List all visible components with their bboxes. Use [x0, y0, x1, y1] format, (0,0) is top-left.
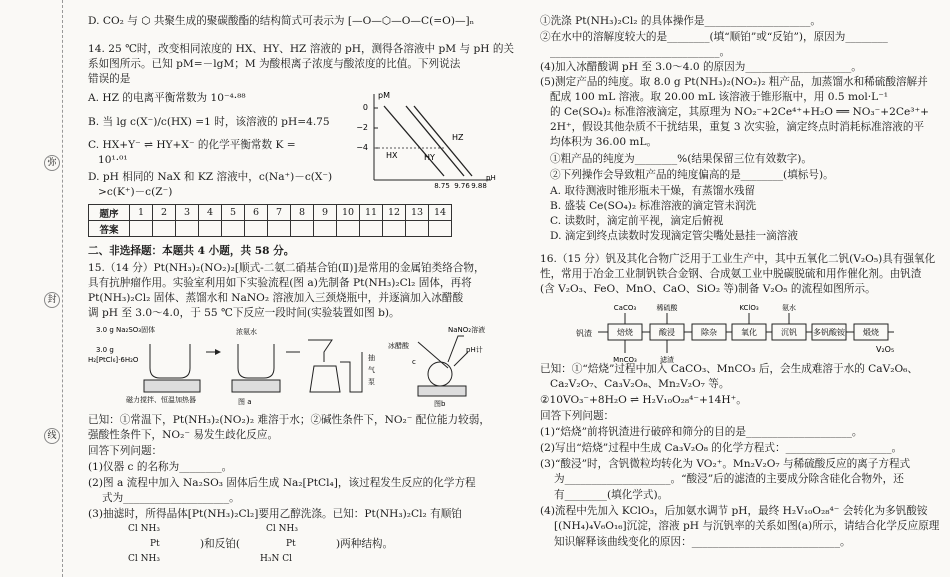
answer-prompt: 回答下列问题：: [88, 445, 163, 457]
cisplatin-structure: Pt: [150, 539, 160, 549]
flow-box-label: 酸浸: [659, 328, 675, 337]
graph-ytick: −4: [356, 143, 368, 152]
margin-label: 弥: [44, 155, 60, 171]
q16-stem: (含 V₂O₃、FeO、MnO、CaO、SiO₂ 等)制备 V₂O₅ 的流程如图所示。: [540, 283, 876, 295]
answer-cell[interactable]: [337, 221, 360, 237]
answer-table-header: 题序: [89, 205, 130, 221]
fig-a-label: 气: [368, 366, 375, 374]
flow-reagent: 氨水: [782, 304, 796, 312]
graph-ytick: 0: [362, 103, 368, 112]
fig-b-label: c: [412, 358, 416, 366]
q15-continued-line: ②下列操作会导致粗产品的纯度偏高的是________(填标号)。: [550, 169, 834, 181]
pm-ph-graph: [346, 88, 496, 188]
series-label: HY: [424, 153, 435, 162]
fig-b-label: pH计: [466, 346, 483, 354]
answer-table-number: 3: [176, 205, 199, 221]
q16-line: (4)流程中先加入 KClO₃，后加氨水调节 pH，最终 H₂V₁₀O₂₈⁴⁻ 会转化为多钒酸铵: [540, 505, 928, 517]
margin-label: 线: [44, 428, 60, 444]
answer-table-number: 11: [360, 205, 383, 221]
q15-continued-line: C. 读数时，滴定前平视，滴定后俯视: [550, 215, 724, 227]
answer-cell[interactable]: [360, 221, 383, 237]
q15-known: 已知：①常温下，Pt(NH₃)₂(NO₂)₂ 难溶于水；②碱性条件下，NO₂⁻ 配位能力较弱，: [88, 414, 490, 426]
binding-margin: [0, 0, 63, 577]
flow-box-label: 煅烧: [863, 328, 879, 337]
graph-ytick: −2: [356, 123, 368, 132]
q16-line: 为____________________。“酸浸”后的滤渣的主要成分除含硅化合物外，还: [554, 473, 904, 485]
q16-line: 有________(填化学式)。: [554, 489, 669, 501]
fig-a-label: 抽: [368, 354, 375, 362]
flow-box-label: 多钒酸铵: [813, 328, 845, 337]
answer-table: [88, 204, 452, 237]
answer-table-number: 1: [130, 205, 153, 221]
flow-end: V₂O₅: [876, 345, 895, 354]
answer-cell[interactable]: [291, 221, 314, 237]
vanadium-flowchart: [576, 300, 896, 370]
cisplatin-structure: Cl NH₃: [128, 524, 160, 534]
graph-xtick: 9.88: [471, 182, 487, 188]
graph-xtick: 9.76: [454, 182, 470, 188]
series-label: HX: [386, 151, 398, 160]
q16-line: 已知：①“焙烧”过程中加入 CaCO₃、MnCO₃ 后，会生成难溶于水的 CaV₂O₆、: [540, 363, 919, 375]
flow-start: 钒渣: [576, 329, 592, 338]
flow-reagent: KClO₃: [739, 304, 759, 312]
series-label: HZ: [452, 133, 464, 142]
graph-xtick: 8.75: [434, 182, 450, 188]
fig-a-label: 泵: [368, 378, 375, 386]
q15-continued-line: ________________________________。: [550, 46, 731, 58]
q14-option-a: A. HZ 的电离平衡常数为 10⁻⁴·⁸⁸: [88, 92, 246, 104]
q14-option-b: B. 当 lg c(X⁻)/c(HX) =1 时，该溶液的 pH=4.75: [88, 116, 330, 128]
flow-box-label: 氧化: [741, 328, 757, 337]
q15-stem: 具有抗肿瘤作用。实验室利用如下实验流程(图 a)先制备 Pt(NH₃)₂Cl₂ 固体，再将: [88, 277, 472, 289]
answer-table-number: 5: [222, 205, 245, 221]
fig-a-caption: 图 a: [238, 398, 252, 406]
cisplatin-structure: Cl NH₃: [128, 554, 160, 564]
q15-continued-line: ①粗产品的纯度为________%(结果保留三位有效数字)。: [550, 153, 812, 165]
q16-line: 回答下列问题：: [540, 410, 615, 422]
q14-stem: 14. 25 ℃时，改变相同浓度的 HX、HY、HZ 溶液的 pH，测得各溶液中 pM 与 pH 的关: [88, 43, 515, 55]
q16-line: 知识解释该曲线变化的原因：____________________________。: [554, 536, 851, 548]
q14-stem: 系如图所示。已知 pM=－lgM；M 为酸根离子浓度与酸浓度的比值。下列说法: [88, 58, 461, 70]
fig-b-caption: 图b: [434, 400, 446, 408]
graph-xlabel: pH: [486, 174, 496, 182]
q15-sub3: )两种结构。: [336, 538, 394, 550]
flow-reagent: CaCO₃: [613, 304, 637, 312]
fig-a-label: 3.0 g: [96, 346, 114, 354]
q15-continued-line: (4)加入冰醋酸调 pH 至 3.0～4.0 的原因为____________________。: [540, 61, 862, 73]
answer-table-number: 9: [314, 205, 337, 221]
q15-continued-line: A. 取待测液时锥形瓶未干燥，有蒸馏水残留: [550, 185, 756, 197]
fig-a-label: 浓氨水: [236, 328, 257, 336]
answer-cell[interactable]: [406, 221, 429, 237]
q16-line: [(NH₄)₄V₆O₁₆]沉淀，溶液 pH 与沉钒率的关系如图(a)所示，请结合化学反应原理: [554, 520, 940, 532]
answer-table-number: 14: [429, 205, 452, 221]
fig-a-label: 3.0 g Na₂SO₃固体: [96, 326, 156, 334]
fig-b-label: 冰醋酸: [388, 342, 409, 350]
q15-continued-line: B. 盛装 Ce(SO₄)₂ 标准溶液的滴定管未润洗: [550, 200, 757, 212]
q16-line: Ca₂V₂O₇、Ca₃V₂O₈、Mn₂V₂O₇ 等。: [550, 378, 730, 390]
answer-cell[interactable]: [222, 221, 245, 237]
margin-label: 封: [44, 292, 60, 308]
answer-cell[interactable]: [314, 221, 337, 237]
q14-option-c: 10¹·⁰¹: [98, 154, 128, 166]
q16-line: (3)“酸浸”时，含钒微粒均转化为 VO₂⁺。Mn₂V₂O₇ 与稀硫酸反应的离子方程式: [540, 458, 911, 470]
q15-sub1: (1)仪器 c 的名称为________。: [88, 461, 233, 473]
flow-box-label: 沉钒: [781, 328, 797, 337]
q16-line: (2)写出“焙烧”过程中生成 Ca₃V₂O₈ 的化学方程式：____________________。: [540, 442, 903, 454]
transplatin-structure: Pt: [286, 539, 296, 549]
transplatin-structure: Cl NH₃: [266, 524, 298, 534]
flow-reagent: MnCO₃: [613, 356, 637, 364]
answer-table-number: 8: [291, 205, 314, 221]
answer-table-number: 2: [153, 205, 176, 221]
q14-option-d: D. pH 相同的 NaX 和 KZ 溶液中，c(Na⁺)－c(X⁻): [88, 171, 333, 183]
q15-continued-line: ②在水中的溶解度较大的是________(填“顺铂”或“反铂”)，原因为________: [540, 31, 888, 43]
q14-option-d: >c(K⁺)－c(Z⁻): [98, 186, 173, 198]
q15-stem: Pt(NH₃)₂Cl₂ 固体、蒸馏水和 NaNO₂ 溶液加入三颈烧瓶中，并逐滴加入冰醋酸: [88, 292, 464, 304]
answer-table-number: 7: [268, 205, 291, 221]
q15-continued-line: 2H⁺，假设其他杂质不干扰结果，重复 3 次实验，滴定终点时消耗标准溶液的平: [550, 121, 925, 133]
answer-table-number: 10: [337, 205, 360, 221]
q15-stem: 调 pH 至 3.0～4.0，于 55 ℃下反应一段时间(实验装置如图 b)。: [88, 307, 400, 319]
q16-line: ②10VO₃⁻+8H₂O ⇌ H₂V₁₀O₂₈⁴⁻+14H⁺。: [540, 394, 747, 406]
answer-table-number: 6: [245, 205, 268, 221]
answer-cell[interactable]: [130, 221, 153, 237]
q15-sub3: )和反铂(: [200, 538, 241, 550]
q15-continued-line: (5)测定产品的纯度。取 8.0 g Pt(NH₃)₂(NO₂)₂ 粗产品，加蒸馏水和稀硫酸溶解并: [540, 76, 928, 88]
fig-a-label: 磁力搅拌、恒温加热器: [126, 396, 196, 404]
q13-option-d: D. CO₂ 与 ⬡ 共聚生成的聚碳酸酯的结构简式可表示为 [—O—⬡—O—C(=O)—]ₙ: [88, 15, 475, 27]
flow-box-label: 焙烧: [617, 328, 633, 337]
q16-stem: 16.（15 分）钒及其化合物广泛用于工业生产中，其中五氧化二钒(V₂O₅)具有强氧化: [540, 253, 936, 265]
q15-sub3: (3)抽滤时，所得晶体[Pt(NH₃)₂Cl₂]要用乙醇洗涤。已知：Pt(NH₃)₂Cl₂ 有顺铂: [88, 508, 462, 520]
q15-continued-line: 配成 100 mL 溶液。取 20.00 mL 该溶液于锥形瓶中，用 0.5 mol·L⁻¹: [550, 91, 889, 103]
answer-cell[interactable]: [153, 221, 176, 237]
answer-table-number: 12: [383, 205, 406, 221]
q14-option-c: C. HX+Y⁻ ⇌ HY+X⁻ 的化学平衡常数 K =: [88, 139, 296, 151]
transplatin-structure: H₃N Cl: [260, 554, 292, 564]
q15-continued-line: ①洗涤 Pt(NH₃)₂Cl₂ 的具体操作是____________________。: [540, 15, 822, 27]
flow-byproduct: 滤渣: [660, 356, 674, 364]
answer-cell[interactable]: [268, 221, 291, 237]
flow-reagent: 稀硫酸: [656, 304, 678, 312]
graph-ylabel: pM: [378, 91, 390, 100]
answer-cell[interactable]: [383, 221, 406, 237]
q15-sub2: 式为____________________。: [102, 492, 240, 504]
q15-continued-line: 均体积为 36.00 mL。: [550, 136, 658, 148]
answer-cell[interactable]: [176, 221, 199, 237]
apparatus-figure: [88, 322, 508, 408]
flow-box-label: 除杂: [701, 328, 717, 337]
q14-stem: 错误的是: [88, 73, 131, 85]
q16-line: (1)“焙烧”前将钒渣进行破碎和筛分的目的是____________________。: [540, 426, 863, 438]
q15-continued-line: 的 Ce(SO₄)₂ 标准溶液滴定，其原理为 NO₂⁻+2Ce⁴⁺+H₂O ══ NO₃⁻+2Ce³⁺+: [550, 106, 929, 118]
q15-sub2: (2)图 a 流程中加入 Na₂SO₃ 固体后生成 Na₂[PtCl₄]，该过程发生反应的化学方程: [88, 477, 476, 489]
answer-table-number: 13: [406, 205, 429, 221]
answer-table-header: 答案: [89, 221, 130, 237]
q16-stem: 性，常用于冶金工业制钒铁合金钢、合成氨工业中脱碳脱硫和用作催化剂。由钒渣: [540, 268, 922, 280]
answer-cell[interactable]: [245, 221, 268, 237]
q15-known: 强酸性条件下，NO₂⁻ 易发生歧化反应。: [88, 429, 279, 441]
fig-b-label: NaNO₂溶液: [448, 326, 486, 334]
section-heading: 二、非选择题：本题共 4 小题，共 58 分。: [88, 245, 295, 257]
answer-table-number: 4: [199, 205, 222, 221]
q15-stem: 15.（14 分）Pt(NH₃)₂(NO₂)₂[顺式-二氨二硝基合铂(Ⅱ)]是常用的金属铂类络合物，: [88, 262, 485, 274]
q15-continued-line: D. 滴定到终点读数时发现滴定管尖嘴处悬挂一滴溶液: [550, 230, 798, 242]
answer-cell[interactable]: [429, 221, 452, 237]
fig-a-label: H₂[PtCl₆]·6H₂O: [88, 356, 139, 364]
answer-cell[interactable]: [199, 221, 222, 237]
